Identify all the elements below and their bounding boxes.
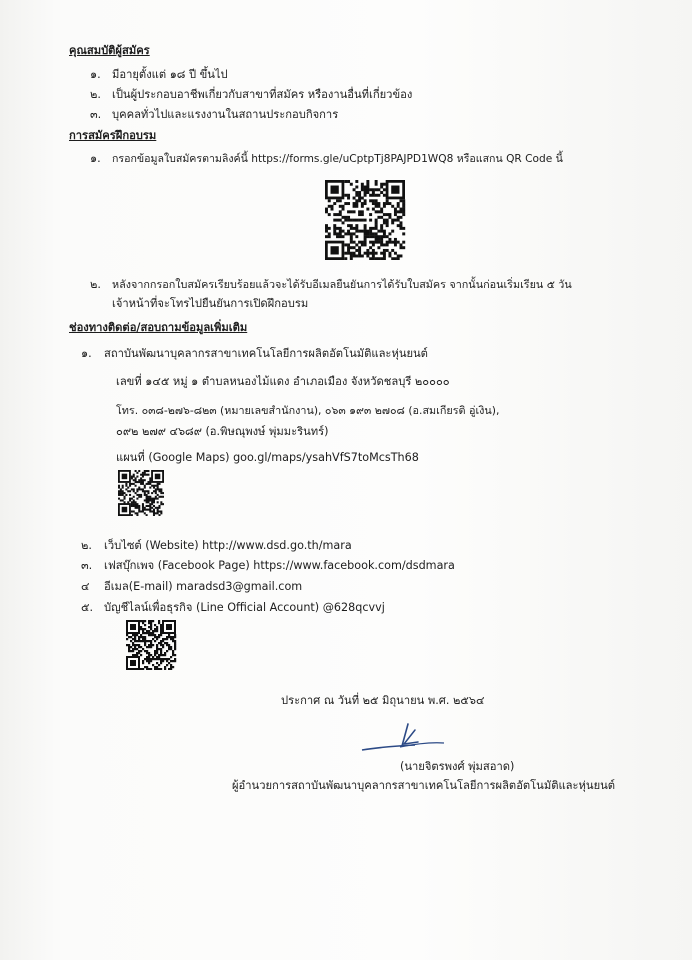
contact-number: ๓. [81, 559, 93, 572]
signature-icon [360, 720, 450, 760]
contact-number: ๑. [81, 347, 92, 360]
contact-number: ๕. [81, 601, 94, 614]
qualification-number: ๓. [90, 108, 102, 121]
signer-name: (นายจิตรพงศ์ พุ่มสอาด) [400, 760, 515, 773]
contact-institute-name: สถาบันพัฒนาบุคลากรสาขาเทคโนโลยีการผลิตอัตโนมัติและหุ่นยนต์ [104, 347, 428, 360]
facebook-link[interactable]: เฟสบุ๊กเพจ (Facebook Page) https://www.facebook.com/dsdmara [104, 559, 455, 572]
contact-map-link[interactable]: แผนที่ (Google Maps) goo.gl/maps/ysahVfS7toMcsTh68 [116, 451, 419, 464]
contact-phone-line2: ๐๙๒ ๒๗๙ ๔๖๘๙ (อ.พิษณุพงษ์ พุ่มมะรินทร์) [116, 425, 329, 438]
email-link[interactable]: อีเมล(E-mail) maradsd3@gmail.com [104, 580, 303, 593]
application-step-1: กรอกข้อมูลใบสมัครตามลิงค์นี้ https://forms.gle/uCptpTj8PAJPD1WQ8 หรือแสกน QR Code นี้ [112, 153, 563, 165]
signer-title: ผู้อำนวยการสถาบันพัฒนาบุคลากรสาขาเทคโนโลยีการผลิตอัตโนมัติและหุ่นยนต์ [232, 779, 616, 792]
application-number: ๑. [90, 152, 101, 165]
contact-address: เลขที่ ๑๔๕ หมู่ ๑ ตำบลหนองไม้แดง อำเภอเมือง จังหวัดชลบุรี ๒๐๐๐๐ [116, 375, 450, 388]
contact-number: ๒. [81, 539, 92, 552]
application-number: ๒. [90, 278, 101, 291]
website-link[interactable]: เว็บไซต์ (Website) http://www.dsd.go.th/mara [104, 539, 352, 552]
application-heading: การสมัครฝึกอบรม [69, 129, 157, 142]
qualifications-heading: คุณสมบัติผู้สมัคร [69, 44, 150, 57]
contact-heading: ช่องทางติดต่อ/สอบถามข้อมูลเพิ่มเติม [69, 321, 248, 334]
qr-code-icon [118, 470, 164, 516]
contact-number: ๔ [81, 580, 90, 593]
application-step-2-line1: หลังจากกรอกใบสมัครเรียบร้อยแล้วจะได้รับอีเมลยืนยันการได้รับใบสมัคร จากนั้นก่อนเริ่มเรียน ๕ วัน [112, 278, 572, 291]
qualification-item: มีอายุตั้งแต่ ๑๘ ปี ขึ้นไป [112, 68, 228, 81]
qualification-number: ๑. [90, 68, 101, 81]
qr-code-icon [126, 620, 178, 670]
qualification-item: บุคคลทั่วไปและแรงงานในสถานประกอบกิจการ [112, 108, 339, 121]
line-account: บัญชีไลน์เพื่อธุรกิจ (Line Official Account) @628qcvvj [104, 601, 385, 614]
contact-phone-line1: โทร. ๐๓๘-๒๗๖-๘๒๓ (หมายเลขสำนักงาน), ๐๖๓ ๑๙๓ ๒๗๐๘ (อ.สมเกียรติ อู่เงิน), [116, 404, 500, 417]
qr-code-icon [325, 180, 407, 260]
qualification-number: ๒. [90, 88, 101, 101]
application-step-2-line2: เจ้าหน้าที่จะโทรไปยืนยันการเปิดฝึกอบรม [112, 297, 309, 310]
qualification-item: เป็นผู้ประกอบอาชีพเกี่ยวกับสาขาที่สมัคร หรืองานอื่นที่เกี่ยวข้อง [112, 88, 413, 101]
announcement-date: ประกาศ ณ วันที่ ๒๕ มิถุนายน พ.ศ. ๒๕๖๔ [281, 694, 485, 707]
